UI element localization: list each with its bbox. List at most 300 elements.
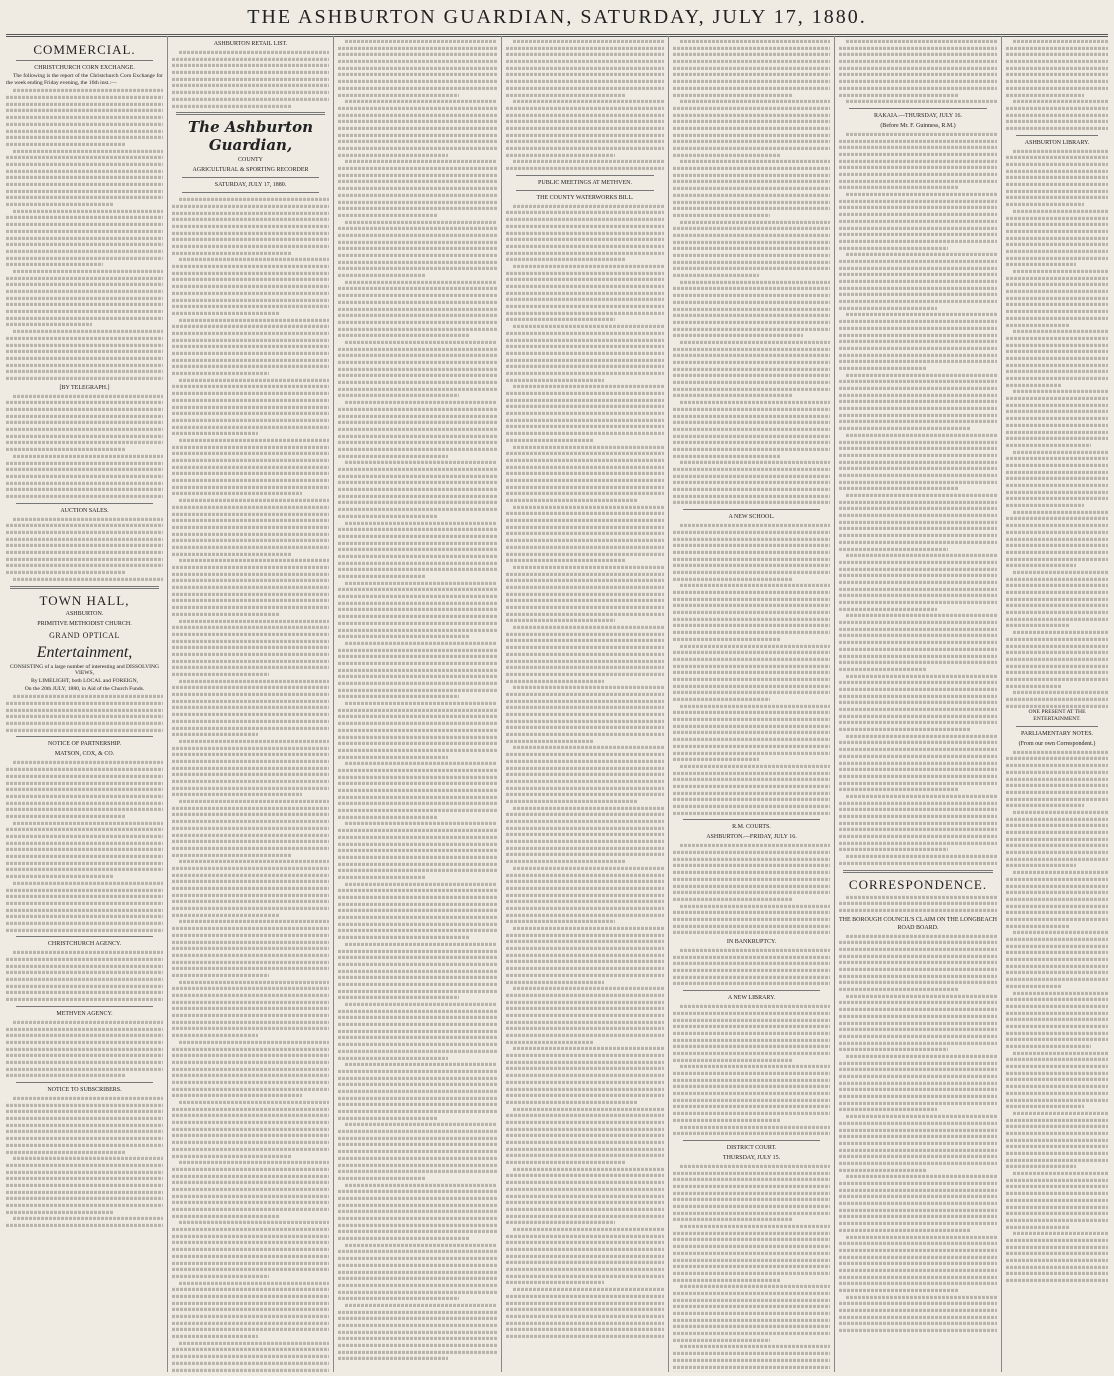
text-line [839,1095,997,1098]
text-line [839,467,997,470]
text-line [1006,945,1108,948]
text-line [839,1008,997,1011]
text-line [839,761,997,764]
text-line [172,853,291,856]
text-line [846,855,997,858]
text-line [506,679,604,682]
text-line [1006,824,1108,827]
text-line [839,621,997,624]
new-school-heading: A NEW SCHOOL. [728,514,775,521]
divider [176,112,325,115]
text-line [673,684,830,687]
text-line [673,301,830,304]
text-line [338,388,497,391]
text-line [673,738,830,741]
text-line [6,998,163,1001]
text-line [338,662,497,665]
text-line [506,546,664,549]
text-line [172,773,329,776]
text-line [839,848,948,851]
text-line [839,1222,997,1225]
text-line [513,265,664,268]
text-line [1013,871,1108,874]
text-line [338,869,497,872]
text-line [506,211,664,214]
text-line [839,159,997,162]
text-line [839,1168,926,1171]
text-line [338,648,497,651]
text-line [345,642,497,645]
text-line [172,325,329,328]
text-line [172,573,329,576]
text-line [839,1209,997,1212]
text-line [338,1230,497,1233]
text-line [338,301,497,304]
text-line [839,701,997,704]
text-line [172,104,291,107]
text-line [846,1235,997,1238]
text-line [338,789,497,792]
text-line [1013,511,1108,514]
text-line [506,934,664,937]
text-line [6,531,163,534]
text-line [839,87,997,90]
text-line [673,591,830,594]
news-text [839,894,997,914]
text-line [6,1117,163,1120]
text-line [179,980,329,983]
text-line [172,1034,258,1037]
text-line [673,1252,830,1255]
text-line [680,524,830,527]
text-line [673,441,830,444]
text-line [1006,1239,1108,1242]
text-line [172,887,329,890]
text-line [506,706,664,709]
text-line [846,934,997,937]
new-library-heading: A NEW LIBRARY. [727,995,776,1002]
text-line [839,1302,997,1305]
text-line [680,1165,830,1168]
text-line [338,200,497,203]
text-line [172,613,280,616]
text-line [6,991,163,994]
text-line [1006,938,1108,941]
text-line [839,1001,997,1004]
text-line [673,718,830,721]
text-line [179,1221,329,1224]
text-line [1006,1105,1084,1108]
text-line [506,452,664,455]
text-line [673,745,830,748]
text-line [839,1255,997,1258]
text-line [839,206,997,209]
text-line [172,1087,329,1090]
text-line [1006,107,1108,110]
text-line [506,786,664,789]
text-line [1006,644,1108,647]
text-block [6,1095,163,1229]
text-line [6,468,163,471]
text-line [338,561,497,564]
text-line [839,300,997,303]
text-line [1006,1025,1108,1028]
text-line [1006,357,1108,360]
text-line [338,1357,448,1360]
text-line [839,567,997,570]
text-line [338,675,497,678]
text-line [6,408,163,411]
text-line [506,1094,664,1097]
text-line [673,434,830,437]
text-line [1006,844,1108,847]
text-line [6,1067,163,1070]
text-line [673,147,830,150]
text-line [673,858,830,861]
text-line [839,1048,948,1051]
text-line [338,120,497,123]
text-line [338,214,437,217]
text-line [6,290,163,293]
text-line [673,1272,830,1275]
text-line [506,73,664,76]
text-line [839,755,997,758]
text-line [839,347,997,350]
text-line [338,361,497,364]
text-line [1006,705,1108,708]
text-line [673,1278,781,1281]
text-line [839,240,997,243]
text-line [172,1168,329,1171]
text-line [673,871,830,874]
text-line [338,1237,470,1240]
text-line [506,278,664,281]
text-line [506,994,664,997]
text-line [506,140,664,143]
section-heading-commercial: COMMERCIAL. [33,42,136,57]
text-line [1006,531,1108,534]
text-line [1013,210,1108,213]
text-line [172,412,329,415]
text-line [338,528,497,531]
text-line [338,1310,497,1313]
text-line [172,486,329,489]
text-line [172,392,329,395]
text-line [839,828,997,831]
column-rule [333,36,334,1372]
text-line [338,294,497,297]
price-list [172,49,329,109]
text-line [506,860,626,863]
text-line [673,1312,830,1315]
text-line [506,1154,664,1157]
text-line [506,853,664,856]
text-line [6,435,163,438]
text-line [506,465,664,468]
text-line [506,238,664,241]
text-line [506,1121,664,1124]
text-line [673,678,830,681]
text-line [506,93,626,96]
text-line [172,693,329,696]
text-line [6,768,163,771]
text-line [6,370,163,373]
text-line [1006,784,1108,787]
text-line [338,876,425,879]
ad-text: On the 20th JULY, 1880, in Aid of the Church Funds. [24,685,145,692]
text-line [6,283,163,286]
text-line [673,1212,830,1215]
text-line [6,236,163,239]
text-line [506,1221,615,1224]
text-line [839,1229,970,1232]
text-line [506,53,664,56]
text-line [846,674,997,677]
text-line [338,133,497,136]
text-line [345,762,497,765]
text-line [513,160,664,163]
text-line [172,1215,280,1218]
text-line [839,527,997,530]
text-line [6,928,163,931]
column-6 [839,38,997,1372]
text-line [506,1335,664,1338]
text-line [179,740,329,743]
text-line [338,475,497,478]
divider [683,990,820,991]
text-line [513,1288,664,1291]
text-line [172,820,329,823]
partnership-heading: NOTICE OF PARTNERSHIP. [48,741,121,748]
text-line [172,766,329,769]
text-line [839,1068,997,1071]
text-line [839,1142,997,1145]
text-line [839,287,997,290]
text-line [839,547,948,550]
text-line [1006,544,1108,547]
text-line [13,455,163,458]
text-line [1006,203,1084,206]
waterworks-bill-heading: THE COUNTY WATERWORKS BILL. [536,194,634,201]
text-line [338,1210,497,1213]
text-line [6,1041,163,1044]
text-line [13,330,163,333]
text-line [1013,631,1108,634]
text-line [1006,484,1108,487]
text-line [1013,270,1108,273]
text-line [6,1034,163,1037]
news-text [673,38,830,506]
text-line [172,372,269,375]
text-line [6,715,163,718]
divider [516,190,654,191]
text-line [839,628,997,631]
text-line [506,773,664,776]
text-line [1006,771,1108,774]
text-line [506,352,664,355]
text-line [1006,310,1108,313]
text-line [506,147,664,150]
text-line [6,475,163,478]
text-line [673,698,770,701]
text-line [1006,1199,1108,1202]
text-line [6,978,163,981]
text-line [1006,87,1108,90]
text-line [1006,67,1108,70]
text-line [513,987,664,990]
text-line [839,668,926,671]
text-line [338,555,497,558]
news-text [506,38,664,172]
text-line [1006,223,1108,226]
text-line [172,1368,329,1371]
text-line [179,619,329,622]
text-line [338,1143,497,1146]
text-line [506,960,664,963]
text-line [506,472,664,475]
text-line [673,495,830,498]
text-line [172,506,329,509]
text-line [846,995,997,998]
text-line [172,1268,329,1271]
text-line [172,64,329,67]
text-line [6,1190,163,1193]
text-line [506,1087,664,1090]
text-line [172,626,329,629]
text-line [506,753,664,756]
text-line [673,557,830,560]
text-line [172,552,291,555]
text-line [6,775,163,778]
text-line [6,722,163,725]
text-line [506,419,664,422]
text-line [1006,924,1069,927]
text-line [179,318,329,321]
text-line [1006,1138,1108,1141]
text-line [506,1020,664,1023]
text-line [680,1285,830,1288]
column-3 [338,38,497,1372]
text-line [345,401,497,404]
text-line [506,639,664,642]
text-line [1013,991,1108,994]
text-line [839,80,997,83]
text-line [6,971,163,974]
text-line [6,276,163,279]
divider [849,108,987,109]
text-line [1006,464,1108,467]
text-line [846,795,997,798]
text-line [839,1088,997,1091]
text-line [1006,1266,1108,1269]
text-line [1013,751,1108,754]
text-line [13,1217,163,1220]
text-line [338,909,497,912]
text-line [338,1030,497,1033]
text-line [673,67,830,70]
text-line [839,367,926,370]
text-line [338,615,497,618]
text-line [338,87,497,90]
divider [182,177,319,178]
text-line [1006,564,1076,567]
text-line [338,434,497,437]
text-line [338,1016,497,1019]
text-line [680,220,830,223]
text-line [338,903,497,906]
text-line [1006,858,1108,861]
methven-meetings-heading: PUBLIC MEETINGS AT METHVEN. [538,179,632,186]
text-line [839,139,997,142]
text-line [839,1275,997,1278]
text-line [673,488,830,491]
text-line [673,771,830,774]
column-5 [673,38,830,1372]
text-line [839,1322,997,1325]
text-line [839,246,948,249]
text-line [839,280,997,283]
text-line [506,519,664,522]
text-line [673,551,830,554]
text-line [506,485,664,488]
text-line [680,341,830,344]
text-line [338,254,497,257]
text-line [673,154,781,157]
text-line [6,895,163,898]
text-line [673,1325,830,1328]
text-line [338,374,497,377]
text-line [172,994,329,997]
text-line [673,174,830,177]
text-line [338,227,497,230]
text-line [839,587,997,590]
text-line [673,73,830,76]
text-line [1006,1005,1108,1008]
text-line [839,447,997,450]
text-line [179,680,329,683]
text-line [506,225,664,228]
text-line [338,1103,497,1106]
text-line [839,1182,997,1185]
text-line [6,564,163,567]
text-line [839,688,997,691]
text-line [172,900,329,903]
text-line [338,468,497,471]
text-line [839,93,959,96]
text-line [673,1178,830,1181]
text-line [673,571,830,574]
text-line [172,1235,329,1238]
text-line [1013,931,1108,934]
text-line [1006,80,1108,83]
text-line [172,700,329,703]
text-line [506,120,664,123]
text-line [338,742,497,745]
text-line [506,893,664,896]
text-line [673,481,830,484]
text-line [338,782,497,785]
text-line [673,127,830,130]
text-line [506,1315,664,1318]
text-line [1006,671,1108,674]
text-line [338,923,497,926]
text-line [1006,491,1108,494]
text-line [673,1292,830,1295]
text-line [172,532,329,535]
text-line [338,321,497,324]
text-line [673,751,830,754]
text-line [673,1032,830,1035]
